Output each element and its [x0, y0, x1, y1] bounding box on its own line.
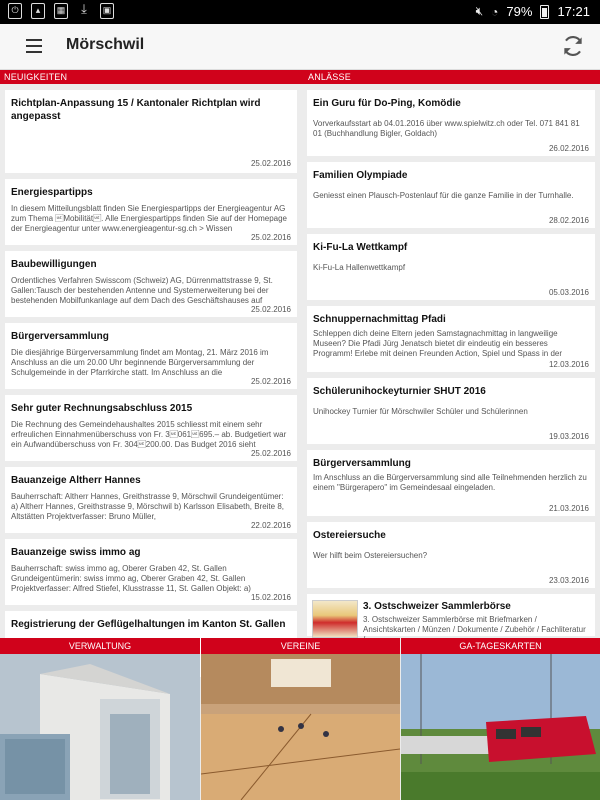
event-item[interactable] — [307, 306, 595, 372]
mute-icon: 🔇︎ — [475, 4, 484, 18]
image-icon: ▴ — [31, 3, 45, 19]
events-header: ANLÄSSE — [302, 70, 600, 84]
event-item-title: Schülerunihockeyturnier SHUT 2016 — [313, 386, 486, 397]
power-icon: ⏻ — [8, 3, 22, 19]
event-item-text: Unihockey Turnier für Mörschwiler Schüler und Schülerinnen — [313, 407, 528, 416]
event-item-title: Ein Guru für Do-Ping, Komödie — [313, 98, 461, 109]
news-item-title: Baubewilligungen — [11, 259, 97, 270]
clock: 17:21 — [557, 4, 590, 19]
event-item-date: 19.03.2016 — [548, 432, 589, 441]
gallery-icon: ▣ — [100, 3, 114, 19]
news-item[interactable] — [5, 251, 297, 317]
news-item-text: In diesem Mitteilungsblatt finden Sie Energiespartipps der Energieagentur AG zum Thema Mobilität . Alle Energiespartipps finden Sie auf der Homepage der Energieagentur unter www.energieagentur-sg.ch > Wissen — [11, 204, 287, 233]
battery-percent: 79% — [506, 4, 533, 19]
battery-icon — [540, 5, 549, 19]
event-item-text: Im Anschluss an die Bürgerversammlung sind alle Teilnehmenden herzlich zu einem "Bürgerapero" im Gemeindesaal eingeladen. — [313, 473, 587, 492]
tile-label: VEREINE — [201, 638, 400, 654]
tile-label: GA-TAGESKARTEN — [401, 638, 600, 654]
event-item-date: 28.02.2016 — [548, 216, 589, 225]
event-item-title: Ostereiersuche — [313, 530, 386, 541]
event-item-text: Wer hilft beim Ostereiersuchen? — [313, 551, 428, 560]
news-item[interactable] — [5, 395, 297, 461]
event-item-title: Bürgerversammlung — [313, 458, 411, 469]
event-item[interactable] — [307, 450, 595, 516]
news-item-date: 25.02.2016 — [250, 233, 291, 242]
event-item-date: 12.03.2016 — [548, 360, 589, 369]
news-item-title: Energiespartipps — [11, 187, 93, 198]
tile-ga-tageskarten[interactable] — [401, 638, 600, 800]
news-list — [0, 84, 302, 677]
bottom-tiles — [0, 638, 600, 800]
app-bar — [0, 24, 600, 70]
news-item-title: Bauanzeige Altherr Hannes — [11, 475, 141, 486]
gym-image — [201, 654, 400, 800]
event-item-text: 3. Ostschweizer Sammlerbörse mit Briefmarken / Ansichtskarten / Münzen / Dokumente / Zubehör / Fachliteratur — [363, 615, 586, 634]
event-item-text: Vorverkaufsstart ab 04.01.2016 über www.spielwitz.ch oder Tel. 071 841 81 01 (Buchhandlung Bigler, Goldach) — [313, 119, 580, 138]
events-list — [302, 84, 600, 636]
news-header: NEUIGKEITEN — [0, 70, 302, 84]
event-item-title: 3. Ostschweizer Sammlerbörse — [363, 601, 511, 612]
event-poster-image — [312, 600, 358, 638]
tile-label: VERWALTUNG — [0, 638, 200, 654]
news-item-date: 22.02.2016 — [250, 521, 291, 530]
tile-verwaltung[interactable] — [0, 638, 200, 800]
event-item[interactable] — [307, 522, 595, 588]
event-item-date: 21.03.2016 — [548, 504, 589, 513]
building-image — [0, 654, 200, 800]
event-item-title: Schnuppernachmittag Pfadi — [313, 314, 446, 325]
news-item-date: 25.02.2016 — [250, 449, 291, 458]
tile-vereine[interactable] — [201, 638, 400, 800]
news-item[interactable] — [5, 323, 297, 389]
calendar-icon: ▦ — [54, 3, 68, 19]
event-item[interactable] — [307, 594, 595, 636]
event-item-title: Familien Olympiade — [313, 170, 408, 181]
event-item[interactable] — [307, 90, 595, 156]
news-item-title: Registrierung der Geflügelhaltungen im Kanton St. Gallen — [11, 619, 286, 630]
news-item-title: Bürgerversammlung — [11, 331, 109, 342]
event-item[interactable] — [307, 378, 595, 444]
news-item-title: Bauanzeige swiss immo ag — [11, 547, 141, 558]
news-item-text: Bauherrschaft: Altherr Hannes, Greithstrasse 9, Mörschwil Grundeigentümer: a) Altherr Hannes, Greithstrasse 9, Mörschwil b) Karlsson Elisabeth, Breite 8, Altstätten Projektverfasser: Bruno Müller, — [11, 492, 284, 521]
news-item[interactable] — [5, 179, 297, 245]
news-item-date: 25.02.2016 — [250, 159, 291, 168]
news-item[interactable] — [5, 467, 297, 533]
event-item-title: Ki-Fu-La Wettkampf — [313, 242, 408, 253]
wifi-icon: ◔ — [491, 4, 499, 19]
news-item-text: Ordentliches Verfahren Swisscom (Schweiz) AG, Dürrenmattstrasse 9, St. Gallen:Tausch der bestehenden Antenne und Systemerweiterung bei der bestehenden Mobilfunkanlage auf dem Dach des Geschäftshauses auf — [11, 276, 273, 305]
status-bar — [0, 0, 600, 24]
event-item-date: 23.03.2016 — [548, 576, 589, 585]
notification-icons — [8, 3, 114, 19]
page-title: Mörschwil — [66, 36, 145, 53]
menu-icon[interactable] — [26, 39, 42, 53]
news-item-text: Die Rechnung des Gemeindehaushaltes 2015 schliesst mit einem sehr erfreulichen Einnahmenüberschuss von Fr. 3 061 695.– ab. Budgetiert war ein Aufwandüberschuss von Fr. 304 200.00. Das Budget 2016 sieht — [11, 420, 287, 449]
event-item-date: 26.02.2016 — [548, 144, 589, 153]
download-icon: ⤓ — [81, 1, 87, 16]
news-section — [0, 70, 302, 638]
event-item-text: Schleppen dich deine Eltern jeden Samstagnachmittag in langweilige Museen? Die Pfadi Jürg Jenatsch bietet dir eindeutig ein besseres Programm! Erlebe mit deinen Freunden Action, Spiel und Spass in der — [313, 329, 563, 358]
refresh-icon[interactable] — [560, 33, 586, 59]
event-item[interactable] — [307, 162, 595, 228]
news-item-date: 15.02.2016 — [250, 593, 291, 602]
news-item-text: Die diesjährige Bürgerversammlung findet am Montag, 21. März 2016 im Anschluss an die um 20.00 Uhr beginnende Bürgerversammlung der Schulgemeinde in der Pfarrkirche statt. Im Anschluss an die — [11, 348, 269, 377]
events-section — [302, 70, 600, 638]
news-item-text: Bauherrschaft: swiss immo ag, Oberer Graben 42, St. Gallen Grundeigentümerin: swiss immo ag, Oberer Graben 42, St. Gallen Projektverfasser: Alfred Stiefel, Klusstrasse 11, St. Gallen Objekt: a) — [11, 564, 251, 593]
news-item-title: Richtplan-Anpassung 15 / Kantonaler Richtplan wird angepasst — [11, 98, 261, 122]
news-item-date: 25.02.2016 — [250, 305, 291, 314]
event-item-text: Ki-Fu-La Hallenwettkampf — [313, 263, 406, 272]
event-item-date: 05.03.2016 — [548, 288, 589, 297]
news-item[interactable] — [5, 539, 297, 605]
event-item-text: Geniesst einen Plausch-Postenlauf für die ganze Familie in der Turnhalle. — [313, 191, 574, 200]
news-item-date: 25.02.2016 — [250, 377, 291, 386]
news-item[interactable] — [5, 90, 297, 173]
event-item[interactable] — [307, 234, 595, 300]
train-image — [401, 654, 600, 800]
news-item-title: Sehr guter Rechnungsabschluss 2015 — [11, 403, 193, 414]
